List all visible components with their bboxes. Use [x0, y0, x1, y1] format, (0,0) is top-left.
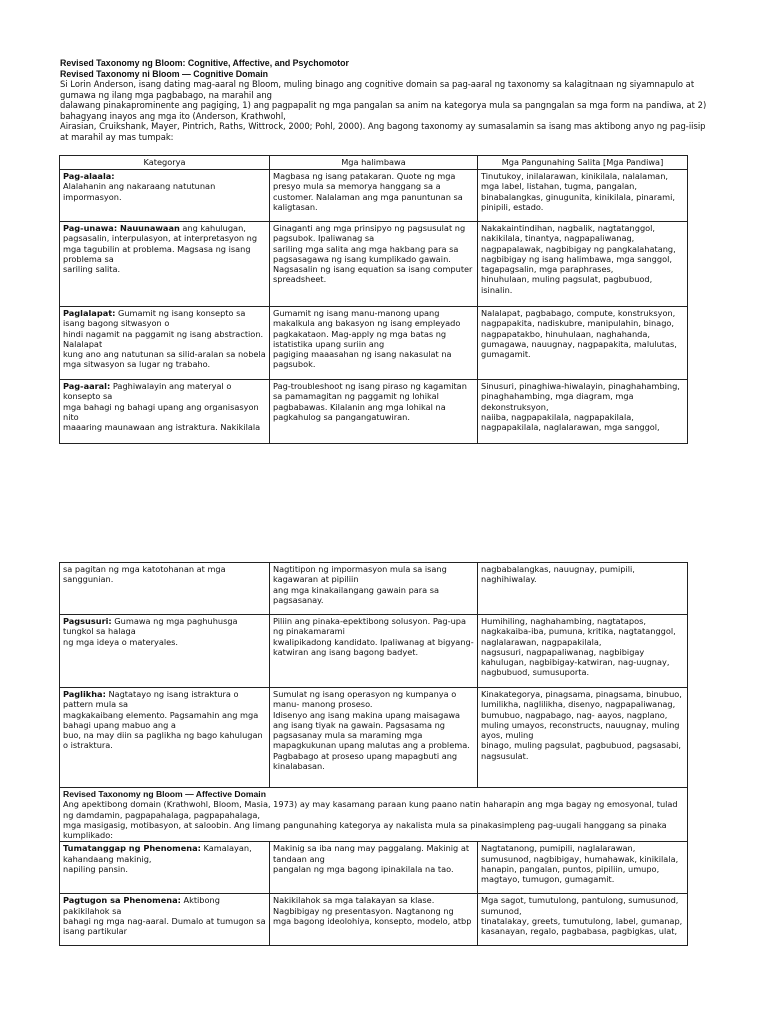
category-cell: [60, 170, 270, 222]
category-term: Pagsusuri:: [63, 616, 112, 626]
header-halimbawa: Mga halimbawa: [270, 156, 478, 170]
verbs-cell: Humihiling, naghahambing, nagtatapos, nagkakaiba-iba, pumuna, kritika, nagtatanggol, naglalarawan, nagpapakilala, nagsusuri, nagpapaliwanag, nagbibigay kahulugan, nagbibigay-katwiran, nag-uugnay, nagbubuod, sumusuporta.: [478, 615, 688, 688]
category-cell: [60, 615, 270, 688]
verbs-cell: Sinusuri, pinaghiwa-hiwalayin, pinaghahambing, pinaghahambing, mga diagram, mga dekonstruksyon, naiiba, nagpapakilala, nagpapakilala, nagpapakilala, naglalarawan, mga sanggol,: [478, 380, 688, 444]
affective-paragraph-1: Ang apektibong domain (Krathwohl, Bloom, Masia, 1973) ay may kasamang paraan kung paano natin haharapin ang mga bagay ng emosyonal, tulad ng damdamin, pagpapahalaga, pagpapahalaga,: [63, 799, 678, 820]
affective-intro-cell: [60, 788, 688, 842]
cognitive-table-part2: [59, 562, 688, 946]
category-cell: [60, 222, 270, 307]
category-desc: Kamalayan, kahandaang makinig, napiling pansin.: [63, 843, 252, 875]
verbs-cell: Tinutukoy, inilalarawan, kinikilala, nalalaman, mga label, listahan, tugma, pangalan, binabalangkas, ginugunita, kinikilala, pinarami, pinipili, estado.: [478, 170, 688, 222]
category-desc: Gumamit ng isang konsepto sa isang bagong sitwasyon o hindi nagamit na paggamit ng isang abstraction. Nalalapat kung ano ang natutunan sa silid-aralan sa nobela mga sitwasyon sa lugar ng trabaho.: [63, 308, 266, 370]
verbs-cell: Mga sagot, tumutulong, pantulong, sumusunod, sumunod, tinatalakay, greets, tumutulong, label, gumanap, kasanayan, regalo, pagbabasa, pagbigkas, ulat,: [478, 894, 688, 946]
category-cell: [60, 842, 270, 894]
table-row: [60, 222, 688, 307]
header-kategorya: Kategorya: [60, 156, 270, 170]
table-row: [60, 615, 688, 688]
category-cell: [60, 688, 270, 788]
intro-paragraph-2: dalawang pinakaprominente ang pagiging, 1) ang pagpapalit ng mga pangalan sa anim na kategorya mula sa pangngalan sa mga form na pandiwa, at 2) bahagyang inayos ang mga ito (Anderson, Krathwohl,: [60, 100, 707, 121]
category-cell: [60, 307, 270, 380]
intro-paragraph-3: Airasian, Cruikshank, Mayer, Pintrich, Raths, Wittrock, 2000; Pohl, 2000). Ang bagong taxonomy ay sumasalamin sa isang mas aktibong anyo ng pag-iisip at marahil ay mas tumpak:: [60, 121, 706, 142]
table-row: [60, 170, 688, 222]
table-row: [60, 842, 688, 894]
category-desc: Aktibong pakikilahok sa bahagi ng mga nag-aaral. Dumalo at tumugon sa isang partikular: [63, 895, 266, 937]
table-row: [60, 563, 688, 615]
table-row: [60, 307, 688, 380]
category-cell: [60, 380, 270, 444]
affective-paragraph-2: mga masigasig, motibasyon, at saloobin. Ang limang pangunahing kategorya ay nakalista mula sa pinakasimpleng pag-uugali hanggang sa pinaka kumplikado:: [63, 819, 667, 841]
category-desc: sa pagitan ng mga katotohanan at mga sanggunian.: [63, 564, 226, 585]
document-title: Revised Taxonomy ng Bloom: Cognitive, Affective, and Psychomotor: [60, 58, 349, 68]
verbs-cell: Nalalapat, pagbabago, compute, konstruksyon, nagpapakita, nadiskubre, manipulahin, binago, nagpapatakbo, hinuhulaan, naghahanda, gumagawa, nauugnay, nagpapakita, malulutas, gumagamit.: [478, 307, 688, 380]
category-term: Pag-alaala:: [63, 171, 115, 181]
category-term: Paglalapat:: [63, 308, 116, 318]
table-row: [60, 688, 688, 788]
category-desc: ang kahulugan, pagsasalin, interpulasyon, at interpretasyon ng mga tagubilin at problema. Magsasa ng isang problema sa sariling salita.: [63, 223, 258, 275]
examples-cell: Sumulat ng isang operasyon ng kumpanya o manu- manong proseso. Idisenyo ang isang makina upang maisagawa ang isang tiyak na gawain. Pagsasama ng pagsasanay mula sa maraming mga mapagkukunan upang malutas ang a problema. Pagbabago at proseso upang mapagbuti ang kinalabasan.: [270, 688, 478, 788]
affective-heading: Revised Taxonomy ng Bloom — Affective Domain: [63, 789, 266, 799]
category-term: Pag-unawa: Nauunawaan: [63, 223, 180, 233]
category-desc: Paghiwalayin ang materyal o konsepto sa mga bahagi ng bahagi upang ang organisasyon nito maaaring maunawaan ang istraktura. Nakikilala: [63, 381, 261, 433]
category-term: Pagtugon sa Phenomena:: [63, 895, 181, 906]
verbs-cell: Nakakaintindihan, nagbalik, nagtatanggol, nakikilala, tinantya, nagpapaliwanag, nagpapalawak, nagbibigay ng pangkalahatang, nagbibigay ng isang halimbawa, mga sanggol, tagapagsalin, mga paraphrases, hinuhulaan, muling pagsulat, pagbubuod, isinalin.: [478, 222, 688, 307]
intro-section: [60, 58, 710, 142]
verbs-cell: Kinakategorya, pinagsama, pinagsama, binubuo, lumilikha, naglilikha, disenyo, nagpapaliwanag, bumubuo, nagpabago, nag- aayos, nagplano, muling umayos, reconstructs, nauugnay, muling ayos, muling binago, muling pagsulat, pagbubuod, pagsasabi, nagsusulat.: [478, 688, 688, 788]
category-term: Pag-aaral:: [63, 381, 111, 391]
examples-cell: Makinig sa iba nang may paggalang. Makinig at tandaan ang pangalan ng mga bagong ipinakilala na tao.: [270, 842, 478, 894]
category-term: Paglikha:: [63, 689, 106, 699]
verbs-cell: Nagtatanong, pumipili, naglalarawan, sumusunod, nagbibigay, humahawak, kinikilala, hanapin, pangalan, puntos, pipiliin, umupo, magtayo, tumugon, gumagamit.: [478, 842, 688, 894]
intro-paragraph-1: Si Lorin Anderson, isang dating mag-aaral ng Bloom, muling binago ang cognitive domain sa pag-aaral ng taxonomy sa kalagitnaan ng siyamnapulo at gumawa ng ilang mga pagbabago, na marahil ang: [60, 79, 695, 100]
table-row: [60, 894, 688, 946]
verbs-cell: nagbabalangkas, nauugnay, pumipili, naghihiwalay.: [478, 563, 688, 615]
header-pandiwa: Mga Pangunahing Salita [Mga Pandiwa]: [478, 156, 688, 170]
examples-cell: Nagtitipon ng impormasyon mula sa isang kagawaran at pipiliin ang mga kinakailangang gawain para sa pagsasanay.: [270, 563, 478, 615]
cognitive-table-part1: [59, 155, 688, 444]
table-header-row: [60, 156, 688, 170]
affective-intro-row: [60, 788, 688, 842]
examples-cell: Ginaganti ang mga prinsipyo ng pagsusulat ng pagsubok. Ipaliwanag sa sariling mga salita ang mga hakbang para sa pagsasagawa ng isang kumplikado gawain. Nagsasalin ng isang equation sa isang computer spreadsheet.: [270, 222, 478, 307]
category-cell: [60, 563, 270, 615]
category-desc: Nagtatayo ng isang istraktura o pattern mula sa magkakaibang elemento. Pagsamahin ang mga bahagi upang mabuo ang a buo, na may diin sa paglikha ng bago kahulugan o istraktura.: [63, 689, 263, 751]
examples-cell: Pag-troubleshoot ng isang piraso ng kagamitan sa pamamagitan ng paggamit ng lohikal pagbabawas. Kilalanin ang mga lohikal na pagkahulog sa pangangatuwiran.: [270, 380, 478, 444]
category-term: Tumatanggap ng Phenomena:: [63, 843, 201, 854]
category-desc: Gumawa ng mga paghuhusga tungkol sa halaga ng mga ideya o materyales.: [63, 616, 238, 647]
examples-cell: Magbasa ng isang patakaran. Quote ng mga presyo mula sa memorya hanggang sa a customer. Nalalaman ang mga panuntunan sa kaligtasan.: [270, 170, 478, 222]
examples-cell: Gumamit ng isang manu-manong upang makalkula ang bakasyon ng isang empleyado pagkakataon. Mag-apply ng mga batas ng istatistika upang suriin ang pagiging maaasahan ng isang nakasulat na pagsubok.: [270, 307, 478, 380]
category-desc: Alalahanin ang nakaraang natutunan impormasyon.: [63, 181, 216, 202]
table-row: [60, 380, 688, 444]
cognitive-heading: Revised Taxonomy ni Bloom — Cognitive Domain: [60, 68, 269, 79]
examples-cell: Nakikilahok sa mga talakayan sa klase. Nagbibigay ng presentasyon. Nagtanong ng mga bagong ideolohiya, konsepto, modelo, atbp: [270, 894, 478, 946]
category-cell: [60, 894, 270, 946]
examples-cell: Piliin ang pinaka-epektibong solusyon. Pag-upa ng pinakamarami kwalipikadong kandidato. Ipaliwanag at bigyang- katwiran ang isang bagong badyet.: [270, 615, 478, 688]
